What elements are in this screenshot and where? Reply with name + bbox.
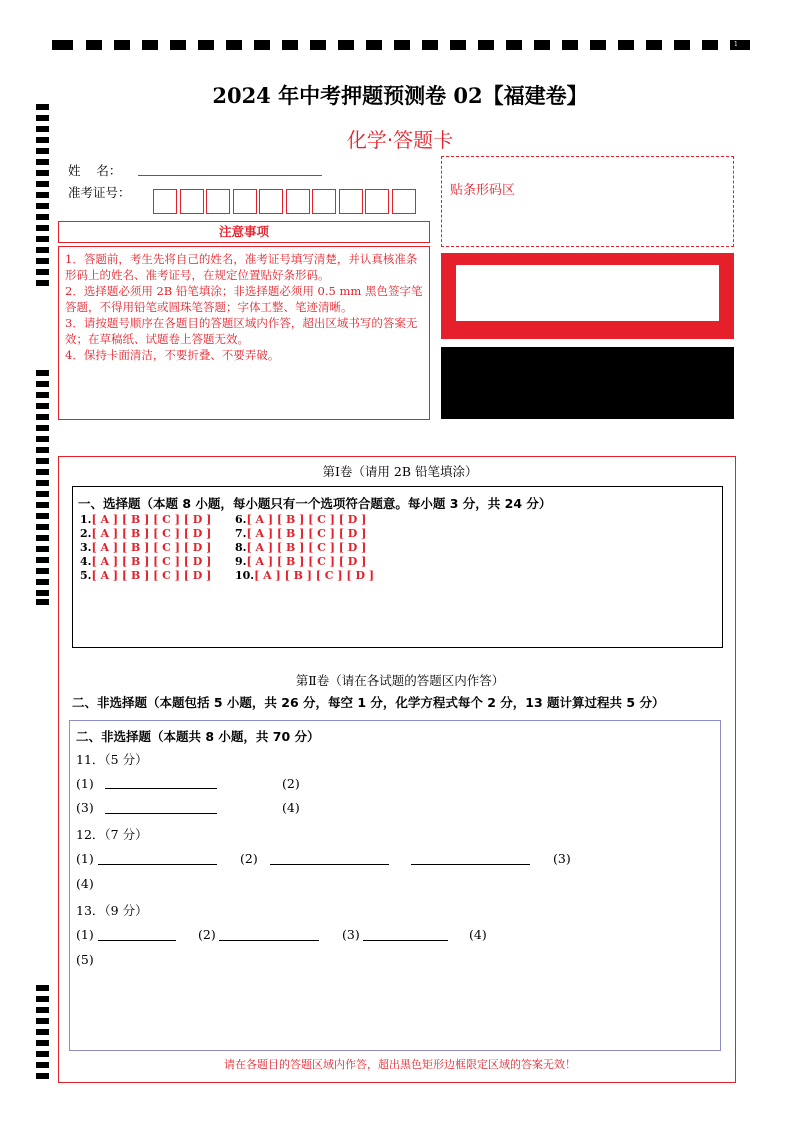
- mc-question-7[interactable]: 7.[ A ] [ B ] [ C ] [ D ]: [235, 527, 367, 540]
- black-block-mark: [441, 347, 734, 419]
- q12-blank-2b[interactable]: [411, 864, 530, 865]
- id-digit-box[interactable]: [153, 189, 177, 214]
- mc-question-3[interactable]: 3.[ A ] [ B ] [ C ] [ D ]: [80, 541, 212, 554]
- barcode-area: [441, 156, 734, 247]
- mc-question-2[interactable]: 2.[ A ] [ B ] [ C ] [ D ]: [80, 527, 212, 540]
- q13-blank-3[interactable]: [363, 940, 448, 941]
- q11-blank-3-label: (3): [76, 800, 94, 815]
- q12-blank-1-label: (1): [76, 851, 94, 866]
- mc-question-1[interactable]: 1.[ A ] [ B ] [ C ] [ D ]: [80, 513, 212, 526]
- non-choice-answer-box: [69, 720, 721, 1051]
- id-digit-box[interactable]: [392, 189, 416, 214]
- id-digit-box[interactable]: [259, 189, 283, 214]
- q11-blank-3[interactable]: [105, 813, 217, 814]
- page-subtitle: 化学·答题卡: [346, 128, 454, 152]
- red-frame-mark: [441, 253, 734, 339]
- q12-label: 12．（7 分）: [76, 827, 148, 842]
- q12-blank-1[interactable]: [98, 864, 217, 865]
- id-digit-box[interactable]: [286, 189, 310, 214]
- mc-question-8[interactable]: 8.[ A ] [ B ] [ C ] [ D ]: [235, 541, 367, 554]
- mc-question-6[interactable]: 6.[ A ] [ B ] [ C ] [ D ]: [235, 513, 367, 526]
- q13-blank-5-label: (5): [76, 952, 94, 967]
- timing-marks-top: [52, 40, 750, 52]
- q13-blank-1-label: (1): [76, 927, 94, 942]
- notice-box: [58, 246, 430, 420]
- notice-item: 1．答题前，考生先将自己的姓名，准考证号填写清楚，并认真核准条形码上的姓名、准考证号，在规定位置贴好条形码。: [65, 252, 418, 282]
- non-choice-box-title: 二、非选择题（本题共 8 小题，共 70 分）: [76, 729, 320, 744]
- name-label: 姓 名：: [68, 163, 122, 178]
- q12-blank-2a[interactable]: [270, 864, 389, 865]
- q13-blank-3-label: (3): [342, 927, 360, 942]
- id-digit-box[interactable]: [233, 189, 257, 214]
- q13-blank-1[interactable]: [98, 940, 176, 941]
- id-digit-box[interactable]: [206, 189, 230, 214]
- footer-warning: 请在各题目的答题区域内作答，超出黑色矩形边框限定区域的答案无效！: [224, 1058, 576, 1071]
- q11-blank-4-label: (4): [282, 800, 300, 815]
- q12-blank-2-label: (2): [240, 851, 258, 866]
- non-choice-section-line: 二、非选择题（本题包括 5 小题，共 26 分，每空 1 分，化学方程式每个 2 分，13 题计算过程共 5 分）: [72, 695, 665, 710]
- mc-question-4[interactable]: 4.[ A ] [ B ] [ C ] [ D ]: [80, 555, 212, 568]
- choice-section-title: 一、选择题（本题 8 小题，每小题只有一个选项符合题意。每小题 3 分，共 24 分）: [78, 496, 552, 511]
- q12-blank-4-label: (4): [76, 876, 94, 891]
- id-digit-box[interactable]: [339, 189, 363, 214]
- name-field[interactable]: [138, 175, 322, 176]
- q12-blank-3-label: (3): [553, 851, 571, 866]
- notice-title: 注意事项: [58, 221, 430, 243]
- q11-blank-2-label: (2): [282, 776, 300, 791]
- notice-item: 4．保持卡面清洁，不要折叠、不要弄破。: [65, 348, 280, 362]
- id-digit-box[interactable]: [180, 189, 204, 214]
- barcode-label: 贴条形码区: [450, 183, 516, 198]
- page-title: 2024 年中考押题预测卷 02【福建卷】: [212, 83, 588, 108]
- id-label: 准考证号：: [68, 185, 131, 200]
- part2-heading: 第Ⅱ卷（请在各试题的答题区内作答）: [295, 673, 505, 688]
- id-digit-box[interactable]: [312, 189, 336, 214]
- q13-label: 13．（9 分）: [76, 903, 148, 918]
- id-digit-box[interactable]: [365, 189, 389, 214]
- q11-blank-1-label: (1): [76, 776, 94, 791]
- notice-item: 3．请按题号顺序在各题目的答题区域内作答，超出区域书写的答案无效；在草稿纸、试题卷上答题无效。: [65, 316, 418, 346]
- q13-blank-2[interactable]: [219, 940, 319, 941]
- q11-blank-1[interactable]: [105, 788, 217, 789]
- mc-question-10[interactable]: 10.[ A ] [ B ] [ C ] [ D ]: [235, 569, 375, 582]
- part1-heading: 第Ⅰ卷（请用 2B 铅笔填涂）: [322, 464, 478, 479]
- notice-item: 2．选择题必须用 2B 铅笔填涂；非选择题必须用 0.5 mm 黑色签字笔答题，不得用铅笔或圆珠笔答题；字体工整、笔迹清晰。: [65, 284, 423, 314]
- page-number: 1: [734, 41, 738, 48]
- q13-blank-2-label: (2): [198, 927, 216, 942]
- mc-question-5[interactable]: 5.[ A ] [ B ] [ C ] [ D ]: [80, 569, 212, 582]
- mc-question-9[interactable]: 9.[ A ] [ B ] [ C ] [ D ]: [235, 555, 367, 568]
- q13-blank-4-label: (4): [469, 927, 487, 942]
- q11-label: 11．（5 分）: [76, 752, 148, 767]
